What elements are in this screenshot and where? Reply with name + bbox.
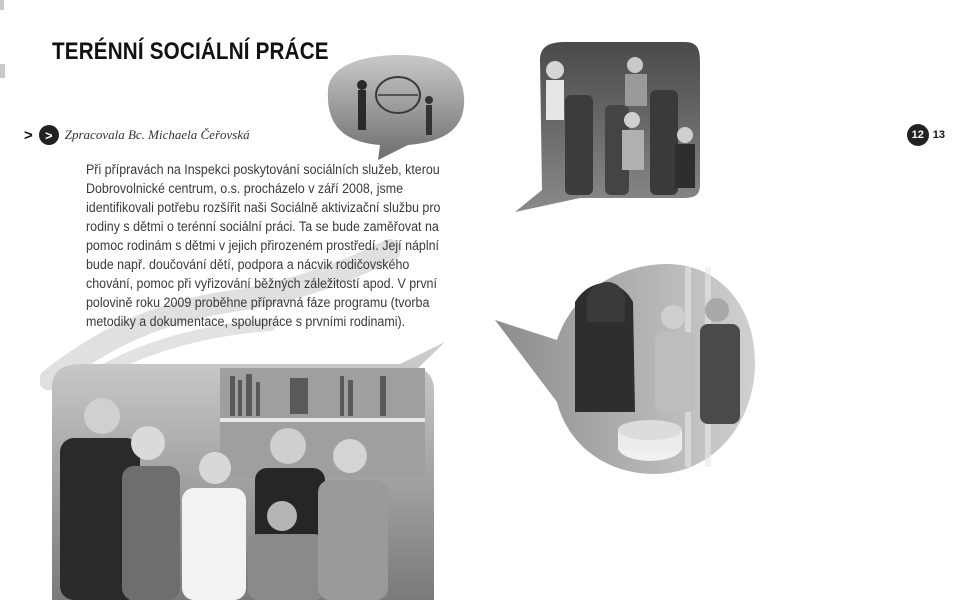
byline xyxy=(24,125,250,145)
author-credit: Zpracovala Bc. Michaela Čeřovská xyxy=(64,127,250,142)
arrow-circle-icon: > xyxy=(39,125,59,145)
kids-on-logs-photo xyxy=(510,40,710,215)
next-page-number: 13 xyxy=(932,129,945,141)
playground-photo xyxy=(318,50,468,185)
washing-photo xyxy=(495,262,757,477)
edge-mark xyxy=(0,0,4,10)
article-body xyxy=(86,160,458,331)
family-group-photo xyxy=(50,338,450,600)
article-paragraph: Při přípravách na Inspekci poskytování sociálních služeb, kterou Dobrovolnické centrum, o.s. procházelo v září 2008, jsme identifikovali potřebu rozšířit naši Sociálně aktivizační službu pro rodiny s dětmi o terénní sociální práci. Ta se bude zaměřovat na pomoc rodinám s dětmi v jejich přirozeném prostředí. Její náplní bude např. doučování dětí, podpora a nácvik rodičovského chování, pomoc při vyřizování běžných záležitostí apod. V první polovině roku 2009 proběhne přípravná fáze programu (tvorba metodiky a dokumentace, spolupráce s prvními rodinami). xyxy=(86,162,441,329)
chevron-icon: > xyxy=(24,126,33,144)
current-page-badge: 12 xyxy=(907,124,929,146)
page-title: TERÉNNÍ SOCIÁLNÍ PRÁCE xyxy=(52,38,329,65)
edge-mark xyxy=(0,64,5,78)
page-numbers xyxy=(907,124,945,146)
